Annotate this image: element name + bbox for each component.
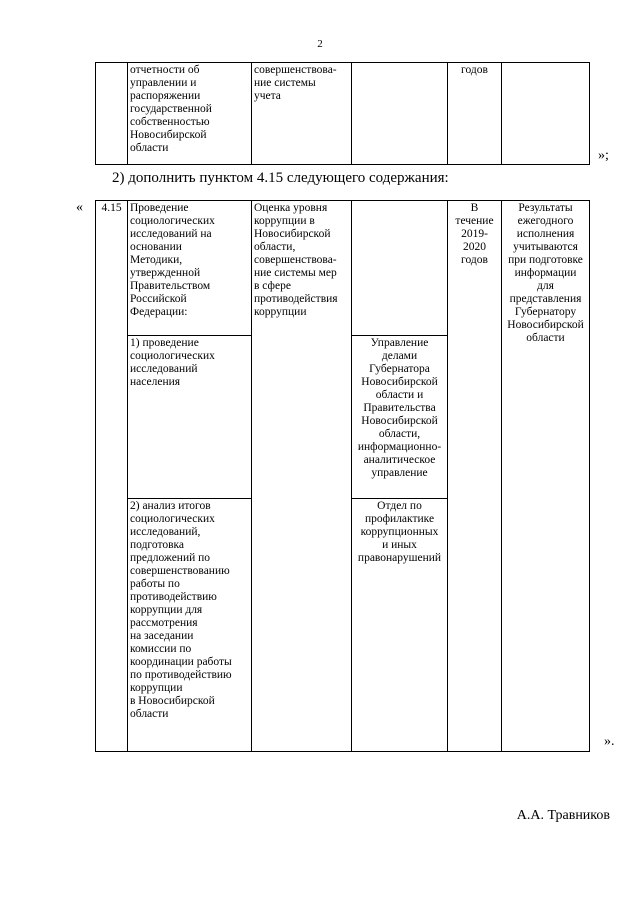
- top-table-cell-executor: [352, 63, 448, 165]
- top-close-quote: »;: [598, 148, 609, 163]
- result: Результаты ежегодного исполнения учитываются при подготовке информации для представления Губернатору Новосибирской области: [502, 201, 590, 752]
- executor-empty: [352, 201, 448, 336]
- activity-main: Проведение социологических исследований на основании Методики, утвержденной Правительством Российской Федерации:: [128, 201, 252, 336]
- close-quote: ».: [604, 734, 615, 749]
- executor1: Управление делами Губернатора Новосибирской области и Правительства Новосибирской области, информационно- аналитическое управление: [352, 336, 448, 499]
- open-quote: «: [76, 200, 83, 215]
- top-table-cell-number: [96, 63, 128, 165]
- top-table-cell-activity: отчетности об управлении и распоряжении государственной собственностью Новосибирской области: [128, 63, 252, 165]
- top-table-cell-result: [502, 63, 590, 165]
- term: В течение 2019- 2020 годов: [448, 201, 502, 752]
- row-number: 4.15: [96, 201, 128, 752]
- indicator: Оценка уровня коррупции в Новосибирской области, совершенствова- ние системы мер в сфере противодействия коррупции: [252, 201, 352, 752]
- executor2: Отдел по профилактике коррупционных и иных правонарушений: [352, 499, 448, 752]
- top-table: [95, 62, 590, 165]
- main-table: [95, 200, 590, 752]
- signature: А.А. Травников: [516, 808, 610, 823]
- activity-sub1: 1) проведение социологических исследований населения: [128, 336, 252, 499]
- top-table-cell-indicator: совершенствова- ние системы учета: [252, 63, 352, 165]
- activity-sub2: 2) анализ итогов социологических исследований, подготовка предложений по совершенствованию работы по противодействию коррупции для рассмотрения на заседании комиссии по координации работы по противодействию коррупции в Новосибирской области: [128, 499, 252, 752]
- page-number: 2: [317, 38, 323, 50]
- top-table-cell-term: годов: [448, 63, 502, 165]
- amendment-item-text: 2) дополнить пунктом 4.15 следующего содержания:: [112, 170, 449, 186]
